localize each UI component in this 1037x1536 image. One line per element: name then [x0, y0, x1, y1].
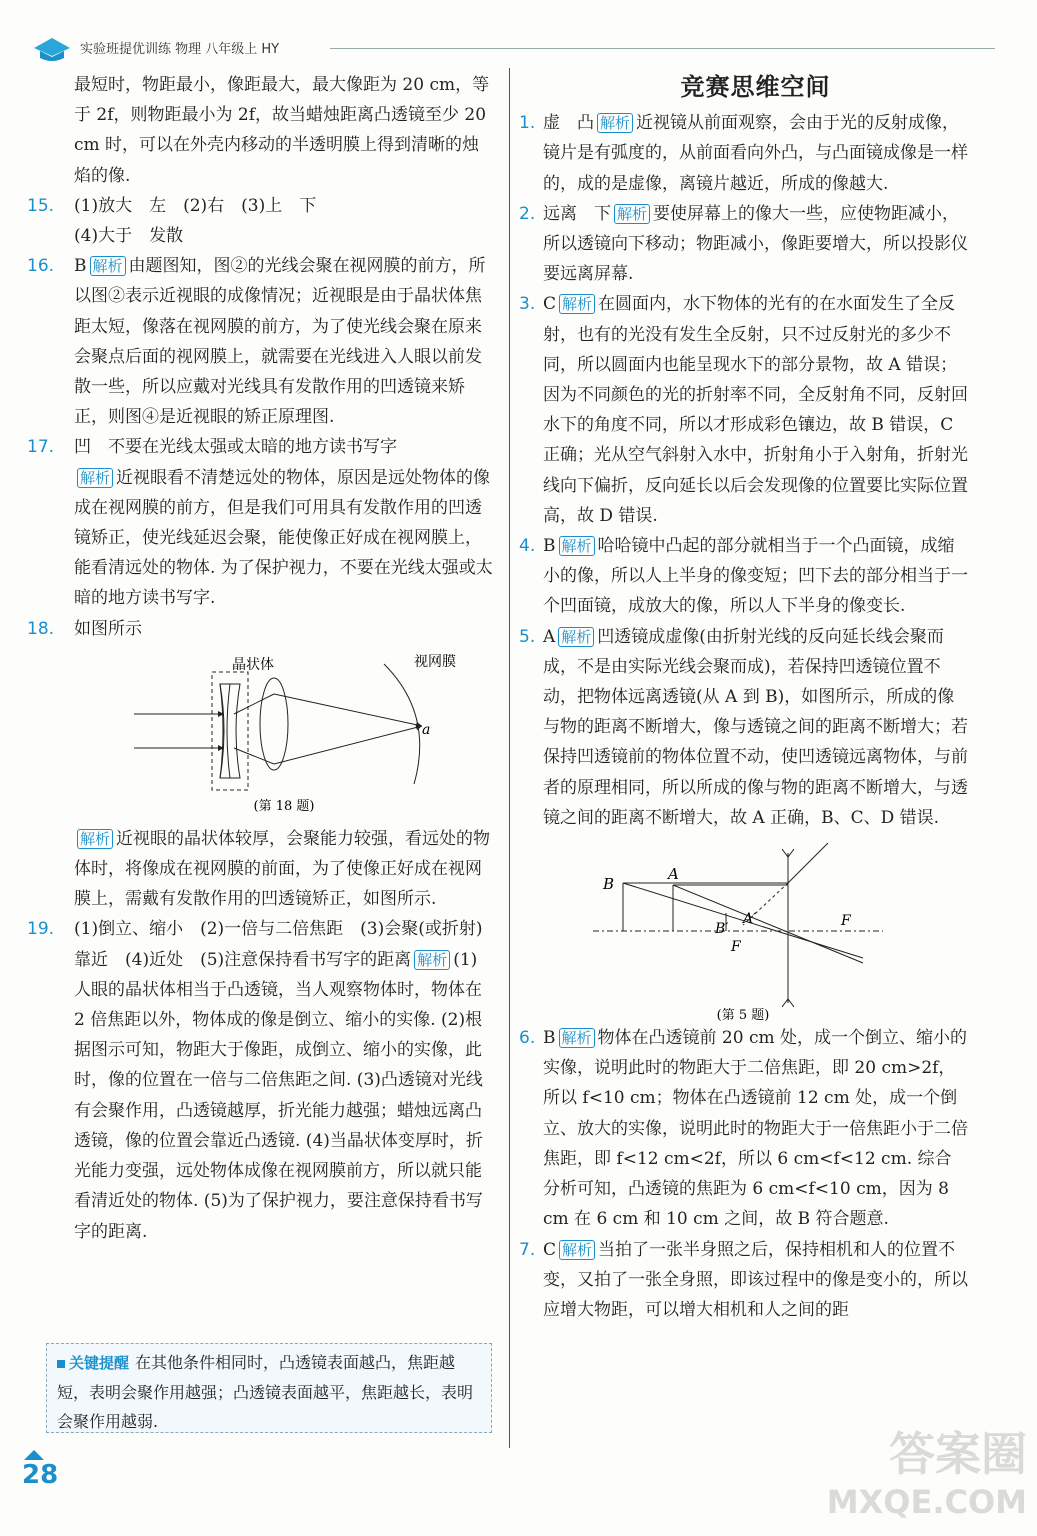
question-15 [27, 191, 494, 251]
question-3 [519, 289, 968, 531]
answer: (1)倒立、缩小 (2)一倍与二倍焦距 (3)会聚(或折射) 靠近 (4)近处 (5)注意保持看书写字的距离 [74, 919, 500, 970]
question-number: 2. [519, 203, 536, 224]
question-18 [27, 614, 494, 915]
column-divider [509, 68, 510, 1448]
question-number: 1. [519, 113, 536, 134]
analysis-text: 在圆面内，水下物体的光有的在水面发生了全反射，也有的光没有发生全反射，只不过反射光的多少不同，所以圆面内也能呈现水下的部分景物，故 A 错误；因为不同颜色的光的折射率不同，全反射角不同，反射回水下的角度不同，所以才形成彩色镶边，故 B 错误，C 正确；光从空气斜射入水中，折射角小于入射角，折射光线向下偏折，反向延长以后会发现像的位置要比实际位置高，故 D 错误. [543, 294, 968, 526]
analysis-text: 当拍了一张半身照之后，保持相机和人的位置不变，又拍了一张全身照，即该过程中的像是变小的，所以应增大物距，可以增大相机和人之间的距 [543, 1239, 968, 1320]
page-arrow-icon [24, 1450, 44, 1460]
analysis-tag: 解析 [77, 468, 113, 488]
question-number: 17. [27, 437, 55, 458]
answer: 凹 不要在光线太强或太暗的地方读书写字 [74, 437, 397, 458]
figure-caption: (第 18 题) [253, 798, 315, 814]
question-17 [27, 432, 494, 613]
question-number: 5. [519, 626, 536, 647]
question-number: 18. [27, 618, 55, 639]
analysis-text: 要使屏幕上的像大一些，应使物距减小，所以透镜向下移动；物距减小，像距要增大，所以投影仪要远离屏幕. [543, 203, 968, 285]
question-number: 7. [519, 1239, 536, 1260]
focus-left-label: F [731, 939, 741, 956]
key-reminder-label: 关键提醒 [69, 1354, 130, 1372]
analysis-tag: 解析 [559, 1240, 595, 1260]
continued-text: 最短时，物距最小，像距最大，最大像距为 20 cm，等于 2f，则物距最小为 2f，故当蜡烛距离凸透镜至少 20 cm 时，可以在外壳内移动的半透明膜上得到清晰的烛焰的像. [74, 75, 490, 186]
question-number: 3. [519, 294, 536, 315]
page-header [30, 34, 980, 64]
analysis-text: 由题图知，图②的光线会聚在视网膜的前方，所以图②表示近视眼的成像情况；近视眼是由于晶状体焦距太短，像落在视网膜的前方，为了使光线会聚在原来会聚点后面的视网膜上，就需要在光线进入人眼以前发散一些，所以应戴对光线具有发散作用的凹透镜来矫正，则图④是近视眼的矫正原理图. [74, 256, 486, 428]
watermark [826, 1427, 1027, 1526]
question-7 [519, 1235, 968, 1326]
figure-18 [74, 644, 494, 824]
key-reminder-text: 在其他条件相同时，凸透镜表面越凸，焦距越短，表明会聚作用越强；凸透镜表面越平，焦距越长，表明会聚作用越弱. [57, 1353, 474, 1431]
analysis-tag: 解析 [614, 204, 650, 224]
left-column [27, 70, 500, 1247]
figure-caption: (第 5 题) [716, 1008, 770, 1024]
point-A-label: A [668, 865, 679, 884]
question-16 [27, 251, 494, 432]
analysis-text: 近视镜从前面观察，会由于光的反射成像，镜片是有弧度的，从前面看向外凸，与凸面镜成像是一样的，成的是虚像，离镜片越近，所成的像越大. [543, 113, 968, 194]
point-Bprime-label: B′ [715, 921, 729, 938]
question-number: 19. [27, 919, 55, 940]
watermark-url: MXQE.COM [826, 1483, 1027, 1521]
answer: 虚 凸 [543, 113, 594, 134]
answer-line: (1)放大 左 (2)右 (3)上 下 [74, 195, 317, 216]
analysis-text: (1)人眼的晶状体相当于凸透镜，当人观察物体时，物体在 2 倍焦距以外，物体成的像是倒立、缩小的实像. (2)根据图示可知，物距大于像距，成倒立、缩小的实像，此时，像的位置在一倍与二倍焦距之间. (3)凸透镜对光线有会聚作用，凸透镜越厚，折光能力越强；蜡烛远离凸透镜，像的位置会靠近凸透镜. (4)当晶状体变厚时，折光能力变强，远处物体成像在视网膜前方，所以就只能看清近处的物体. (5)为了保护视力，要注意保持看书写字的距离. [74, 949, 483, 1242]
key-reminder-box [46, 1343, 492, 1433]
analysis-tag: 解析 [77, 829, 113, 849]
question-number: 4. [519, 536, 536, 557]
answer: B [543, 536, 556, 557]
square-icon [57, 1360, 65, 1368]
analysis-text: 凹透镜成虚像(由折射光线的反向延长线会聚而成，不是由实际光线会聚而成)，若保持凹透镜位置不动，把物体远离透镜(从 A 到 B)，如图所示，所成的像与物的距离不断增大，像与透镜之间的距离不断增大；若保持凹透镜前的物体位置不动，使凹透镜远离物体，与前者的原理相同，所以所成的像与物的距离不断增大，与透镜之间的距离不断增大，故 A 正确，B、C、D 错误. [543, 626, 968, 828]
watermark-logo-text: 答案圈 [889, 1427, 1027, 1481]
answer: B [543, 1028, 556, 1049]
answer-line: (4)大于 发散 [74, 226, 184, 247]
header-title: 实验班提优训练 物理 八年级上 HY [80, 42, 280, 57]
point-a-label: a [422, 721, 431, 738]
concave-lens-diagram [543, 833, 968, 1023]
focus-right-label: F [841, 913, 851, 930]
point-Aprime-label: A′ [743, 911, 757, 928]
question-6 [519, 1023, 968, 1234]
analysis-tag: 解析 [597, 113, 633, 133]
analysis-text: 物体在凸透镜前 20 cm 处，成一个倒立、缩小的实像，说明此时的物距大于二倍焦距，即 20 cm>2f，所以 f<10 cm；物体在凸透镜前 12 cm 处，成一个倒立、放大的实像，说明此时的物距大于一倍焦距小于二倍焦距，即 f<12 cm<2f，所以 6 cm<f<12 cm. 综合分析可知，凸透镜的焦距为 6 cm<f<10 cm，因为 8 cm 在 6 cm 和 10 cm 之间，故 B 符合题意. [543, 1028, 968, 1230]
question-number: 6. [519, 1028, 536, 1049]
analysis-tag: 解析 [414, 950, 450, 970]
page-number: 28 [22, 1460, 59, 1490]
answer: C [543, 294, 557, 315]
analysis-tag: 解析 [559, 294, 595, 314]
analysis-tag: 解析 [559, 536, 595, 556]
question-number: 16. [27, 256, 55, 277]
retina-label: 视网膜 [414, 653, 456, 670]
question-4 [519, 531, 968, 622]
question-1 [519, 108, 968, 199]
question-5 [519, 622, 968, 1024]
question-number: 15. [27, 195, 55, 216]
analysis-text: 哈哈镜中凸起的部分就相当于一个凸面镜，成缩小的像，所以人上半身的像变短；凹下去的部分相当于一个凹面镜，成放大的像，所以人下半身的像变长. [543, 536, 968, 617]
header-rule [330, 48, 995, 49]
answer: B [74, 256, 87, 277]
answer: 如图所示 [74, 618, 142, 639]
analysis-text: 近视眼的晶状体较厚，会聚能力较强，看远处的物体时，将像成在视网膜的前面，为了使像正好成在视网膜上，需戴有发散作用的凹透镜矫正，如图所示. [74, 828, 491, 910]
figure-5 [543, 833, 968, 1023]
answer: C [543, 1239, 557, 1260]
section-title: 竞赛思维空间 [680, 73, 831, 101]
question-2 [519, 199, 968, 290]
answer: A [543, 626, 556, 647]
analysis-tag: 解析 [90, 256, 126, 276]
right-column [519, 70, 968, 1325]
analysis-tag: 解析 [559, 1028, 595, 1048]
analysis-text: 近视眼看不清楚远处的物体，原因是远处物体的像成在视网膜的前方，但是我们可用具有发散作用的凹透镜矫正，使光线延迟会聚，能使像正好成在视网膜上，能看清远处的物体. 为了保护视力，不要在光线太强或太暗的地方读书写字. [74, 467, 493, 609]
eye-diagram [74, 644, 494, 824]
question-19 [27, 914, 500, 1246]
analysis-tag: 解析 [558, 627, 594, 647]
lens-label: 晶状体 [232, 656, 274, 673]
point-B-label: B [603, 875, 615, 894]
answer: 远离 下 [543, 203, 611, 224]
book-logo-icon [32, 34, 72, 64]
